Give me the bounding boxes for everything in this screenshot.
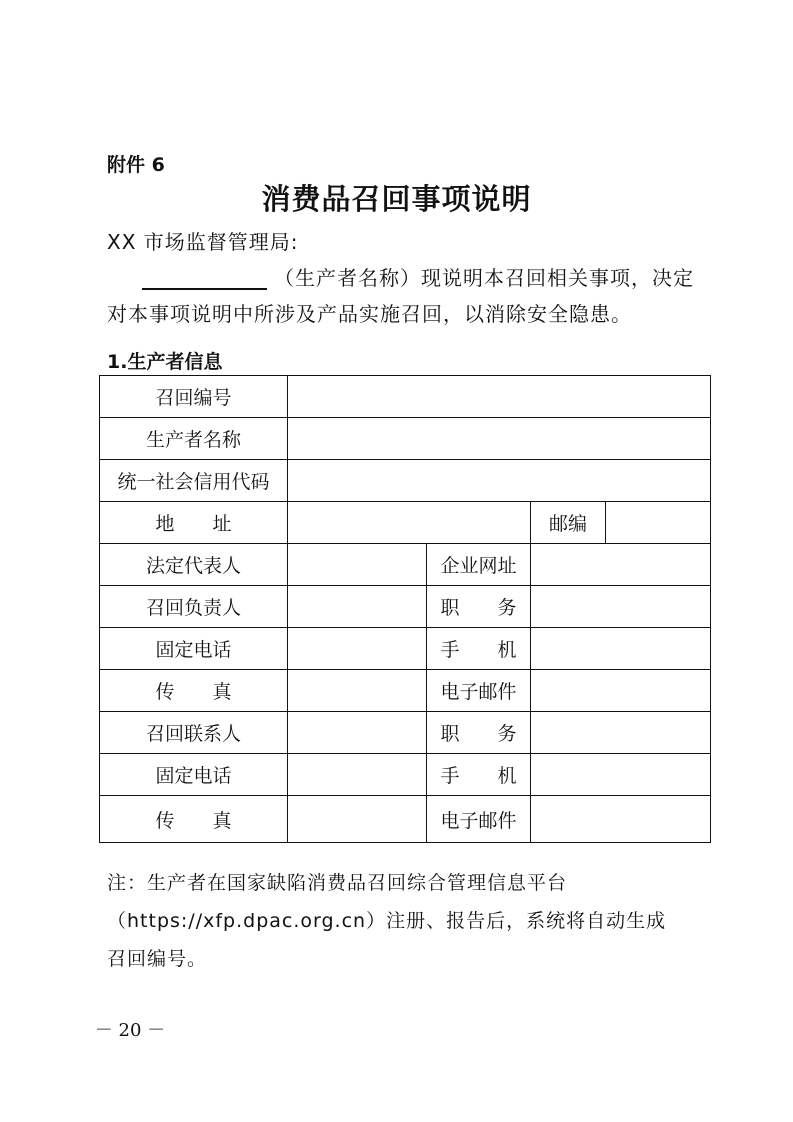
table-row — [100, 502, 711, 544]
table-row — [100, 544, 711, 586]
section-title: 1.生产者信息 — [107, 351, 223, 373]
label-mobile: 手 机 — [427, 754, 531, 796]
label-address: 地 址 — [100, 502, 288, 544]
page-number: － 20 － — [94, 1020, 166, 1041]
producer-info-table — [99, 375, 711, 843]
legal-representative-field[interactable] — [288, 544, 427, 586]
footnote-line3: 召回编号。 — [107, 948, 208, 970]
footnote-line2: （https://xfp.dpac.org.cn）注册、报告后，系统将自动生成 — [107, 910, 667, 932]
postcode-field[interactable] — [606, 502, 711, 544]
table-row — [100, 460, 711, 502]
table-row — [100, 418, 711, 460]
label-recall-manager: 召回负责人 — [100, 586, 288, 628]
addressee: XX 市场监督管理局: — [107, 230, 299, 254]
email-field[interactable] — [531, 796, 711, 843]
label-producer-name: 生产者名称 — [100, 418, 288, 460]
footnote-line1: 注：生产者在国家缺陷消费品召回综合管理信息平台 — [107, 872, 568, 894]
mobile-field[interactable] — [531, 628, 711, 670]
landline-field[interactable] — [288, 628, 427, 670]
footnote — [107, 864, 707, 978]
label-email: 电子邮件 — [427, 670, 531, 712]
label-landline: 固定电话 — [100, 754, 288, 796]
recall-manager-field[interactable] — [288, 586, 427, 628]
credit-code-field[interactable] — [288, 460, 711, 502]
fax-field[interactable] — [288, 796, 427, 843]
label-landline: 固定电话 — [100, 628, 288, 670]
document-title: 消费品召回事项说明 — [261, 182, 532, 216]
table-row — [100, 796, 711, 843]
label-position: 职 务 — [427, 586, 531, 628]
fax-field[interactable] — [288, 670, 427, 712]
mobile-field[interactable] — [531, 754, 711, 796]
label-fax: 传 真 — [100, 670, 288, 712]
landline-field[interactable] — [288, 754, 427, 796]
address-field[interactable] — [288, 502, 531, 544]
position-field[interactable] — [531, 712, 711, 754]
label-credit-code: 统一社会信用代码 — [100, 460, 288, 502]
table-row — [100, 628, 711, 670]
website-field[interactable] — [531, 544, 711, 586]
label-website: 企业网址 — [427, 544, 531, 586]
attachment-label: 附件 6 — [107, 154, 165, 176]
intro-paragraph-line2: 对本事项说明中所涉及产品实施召回，以消除安全隐患。 — [107, 302, 632, 326]
label-recall-number: 召回编号 — [100, 376, 288, 418]
table-row — [100, 712, 711, 754]
table-row — [100, 754, 711, 796]
producer-name-field[interactable] — [288, 418, 711, 460]
label-position: 职 务 — [427, 712, 531, 754]
intro-paragraph-line1: （生产者名称）现说明本召回相关事项，决定 — [274, 266, 694, 290]
position-field[interactable] — [531, 586, 711, 628]
label-email: 电子邮件 — [427, 796, 531, 843]
label-mobile: 手 机 — [427, 628, 531, 670]
label-postcode: 邮编 — [531, 502, 606, 544]
label-fax: 传 真 — [100, 796, 288, 843]
email-field[interactable] — [531, 670, 711, 712]
table-row — [100, 586, 711, 628]
recall-contact-field[interactable] — [288, 712, 427, 754]
recall-number-field[interactable] — [288, 376, 711, 418]
label-recall-contact: 召回联系人 — [100, 712, 288, 754]
table-row — [100, 376, 711, 418]
table-row — [100, 670, 711, 712]
producer-name-blank[interactable] — [142, 288, 267, 290]
label-legal-representative: 法定代表人 — [100, 544, 288, 586]
